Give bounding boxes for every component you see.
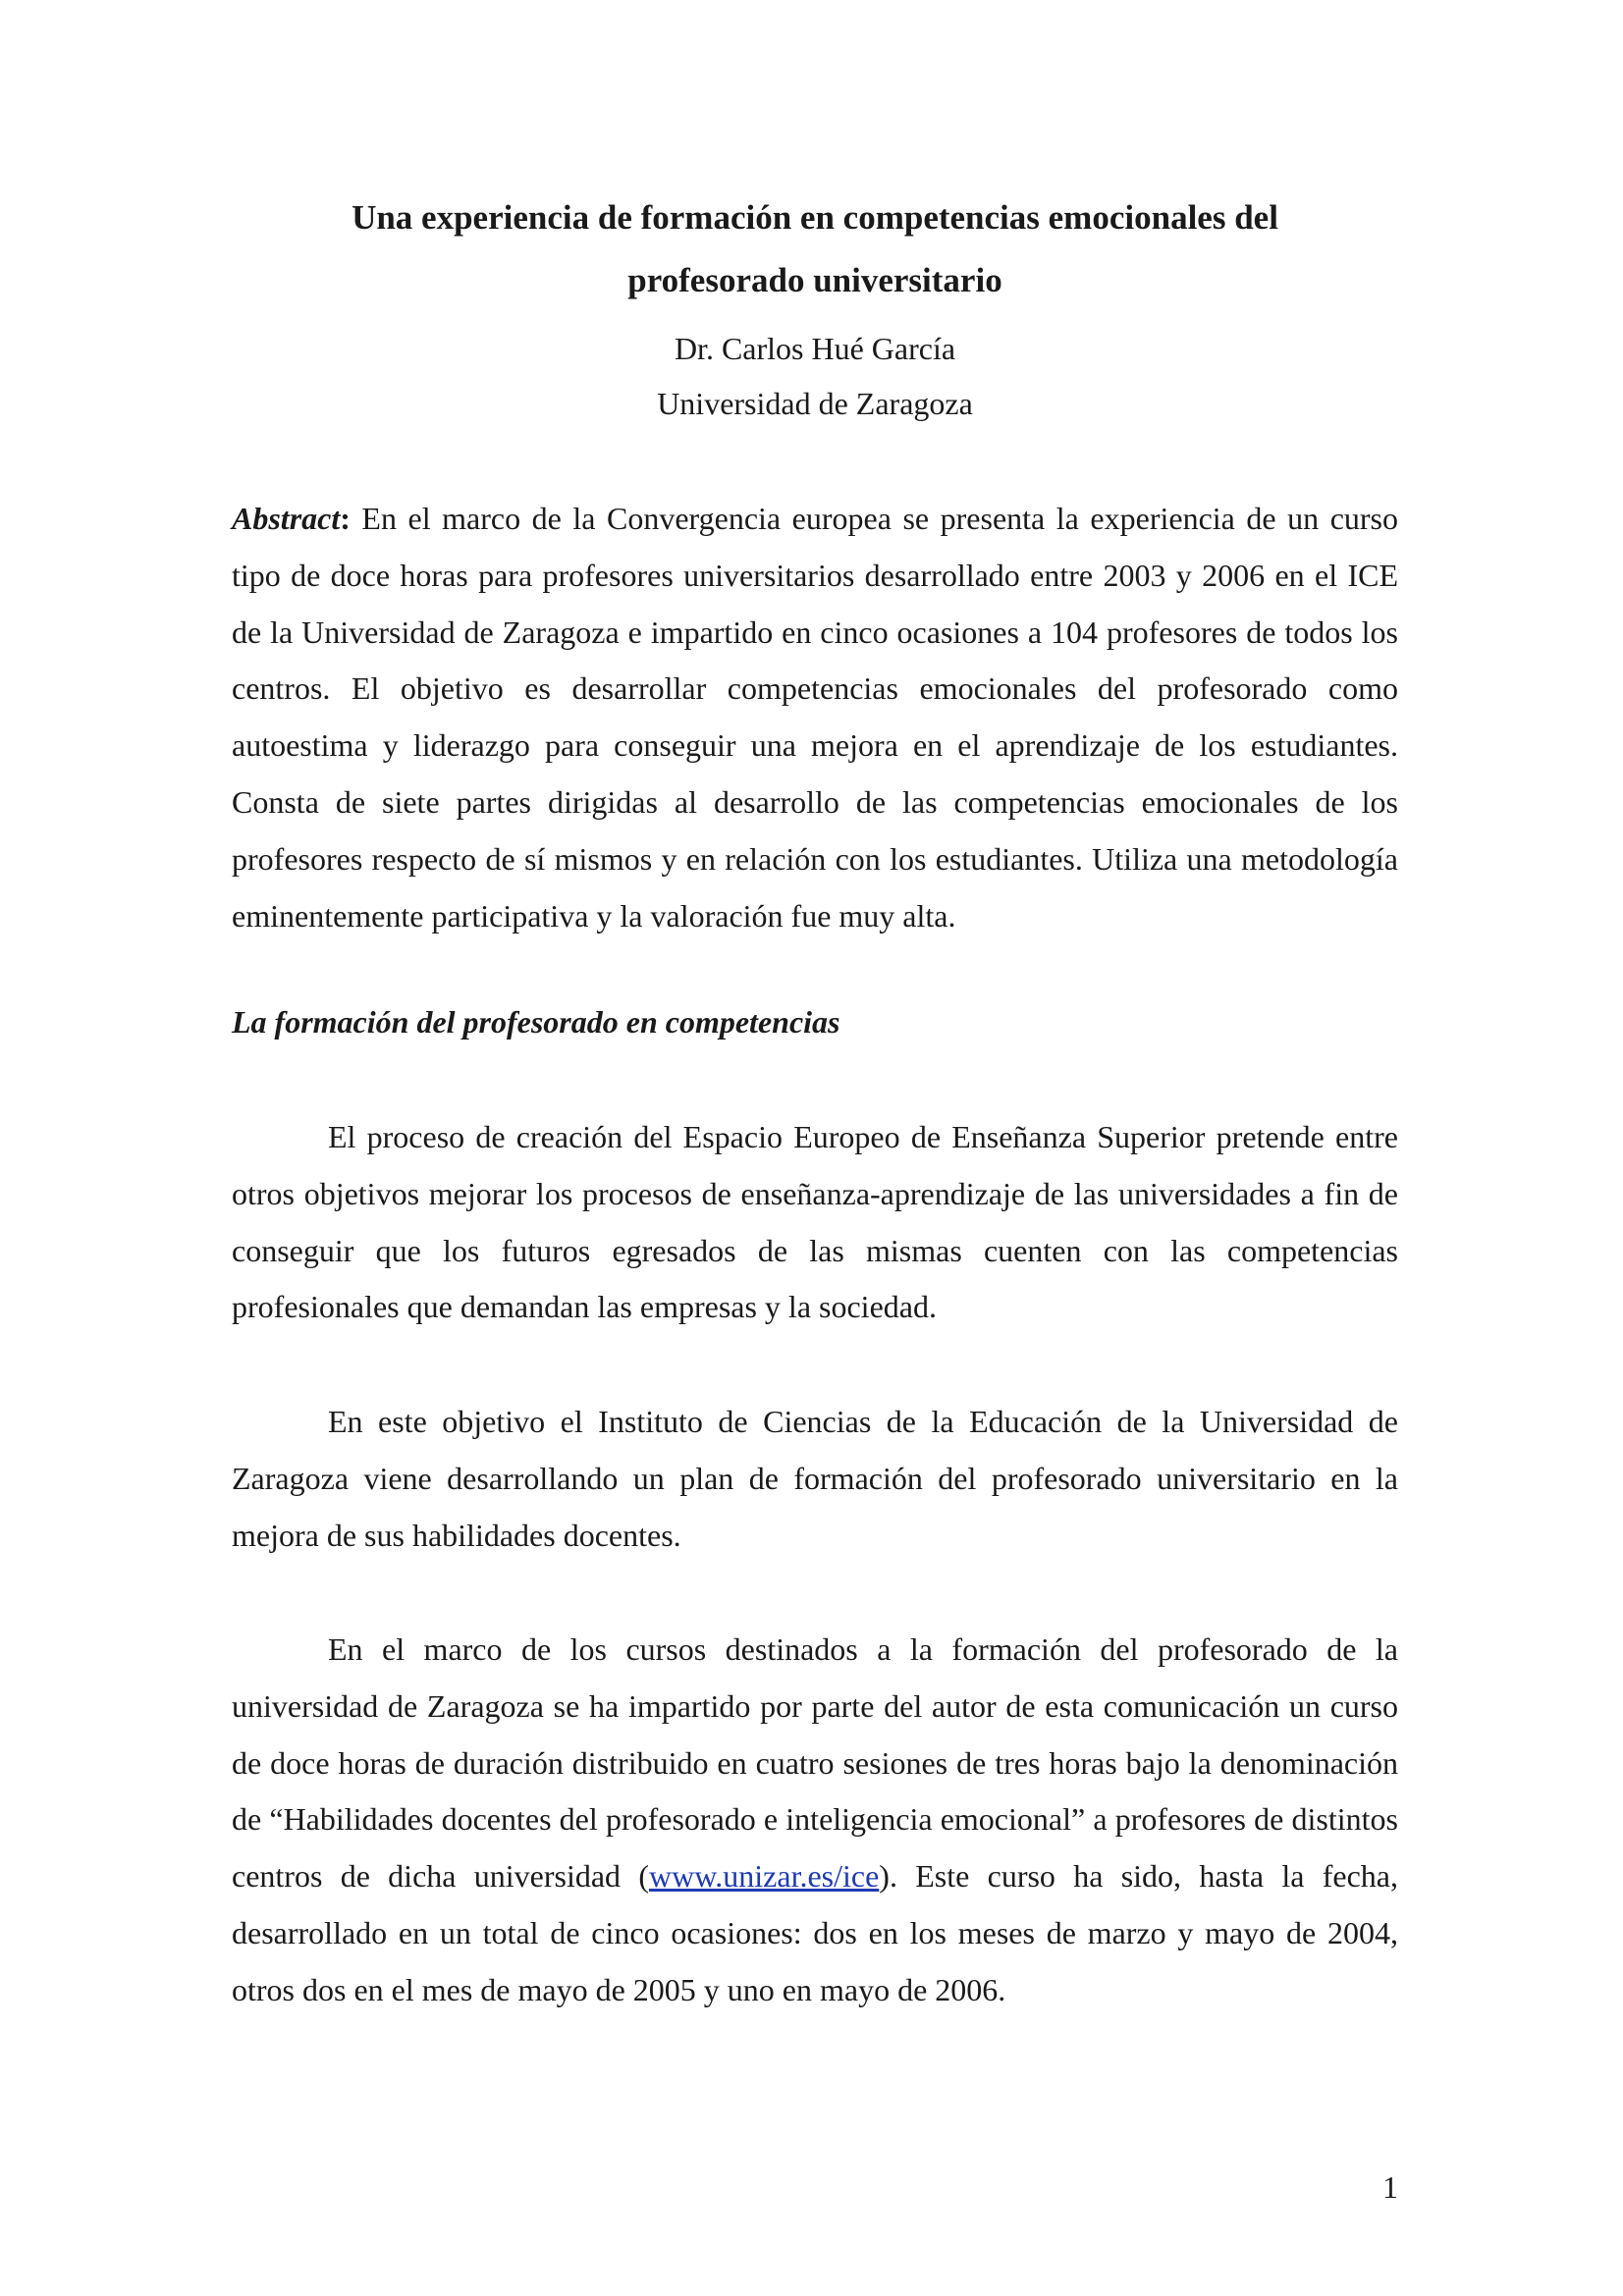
abstract-text: En el marco de la Convergencia europea se presenta la experiencia de un curso tipo de doce horas para profesores universitarios desarrollado entre 2003 y 2006 en el ICE de la Universidad de Zaragoza e impartido en cinco ocasiones a 104 profesores de todos los centros. El objetivo es desarrollar competencias emocionales del profesorado como autoestima y liderazgo para conseguir una mejora en el aprendizaje de los estudiantes. Consta de siete partes dirigidas al desarrollo de las competencias emocionales de los profesores respecto de sí mismos y en relación con los estudiantes. Utiliza una metodología eminentemente participativa y la valoración fue muy alta. (232, 501, 1398, 934)
body-paragraph-3 (232, 1622, 1398, 2019)
body-paragraph-1: El proceso de creación del Espacio Europeo de Enseñanza Superior pretende entre otros objetivos mejorar los procesos de enseñanza-aprendizaje de las universidades a fin de conseguir que los futuros egresados de las mismas cuenten con las competencias profesionales que demandan las empresas y la sociedad. (232, 1119, 1398, 1325)
paragraph-3-text-after-link: ). Este curso ha sido, hasta la fecha, desarrollado en un total de cinco ocasiones: dos en los meses de marzo y mayo de 2004, otros dos en el mes de mayo de 2005 y uno en mayo de 2006. (232, 1858, 1399, 2007)
body-paragraph-2: En este objetivo el Instituto de Ciencias de la Educación de la Universidad de Zaragoza viene desarrollando un plan de formación del profesorado universitario en la mejora de sus habilidades docentes. (232, 1404, 1398, 1553)
paragraph-3-text-before-link: En el marco de los cursos destinados a la formación del profesorado de la universidad de Zaragoza se ha impartido por parte del autor de esta comunicación un curso de doce horas de duración distribuido en cuatro sesiones de tres horas bajo la denominación de “Habilidades docentes del profesorado e inteligencia emocional” a profesores de distintos centros de dicha universidad ( (232, 1631, 1398, 1895)
author-affiliation: Universidad de Zaragoza (657, 386, 973, 421)
ice-website-link[interactable]: www.unizar.es/ice (649, 1858, 880, 1895)
document-title-line-1: Una experiencia de formación en competencias emocionales del (352, 198, 1278, 237)
page-number: 1 (1382, 2169, 1398, 2205)
author-name: Dr. Carlos Hué García (674, 331, 956, 366)
abstract-colon: : (340, 501, 351, 536)
document-title-line-2: profesorado universitario (627, 261, 1002, 299)
abstract-label: Abstract (232, 501, 341, 536)
section-heading: La formación del profesorado en competencias (232, 1004, 840, 1040)
abstract-paragraph (232, 491, 1398, 944)
